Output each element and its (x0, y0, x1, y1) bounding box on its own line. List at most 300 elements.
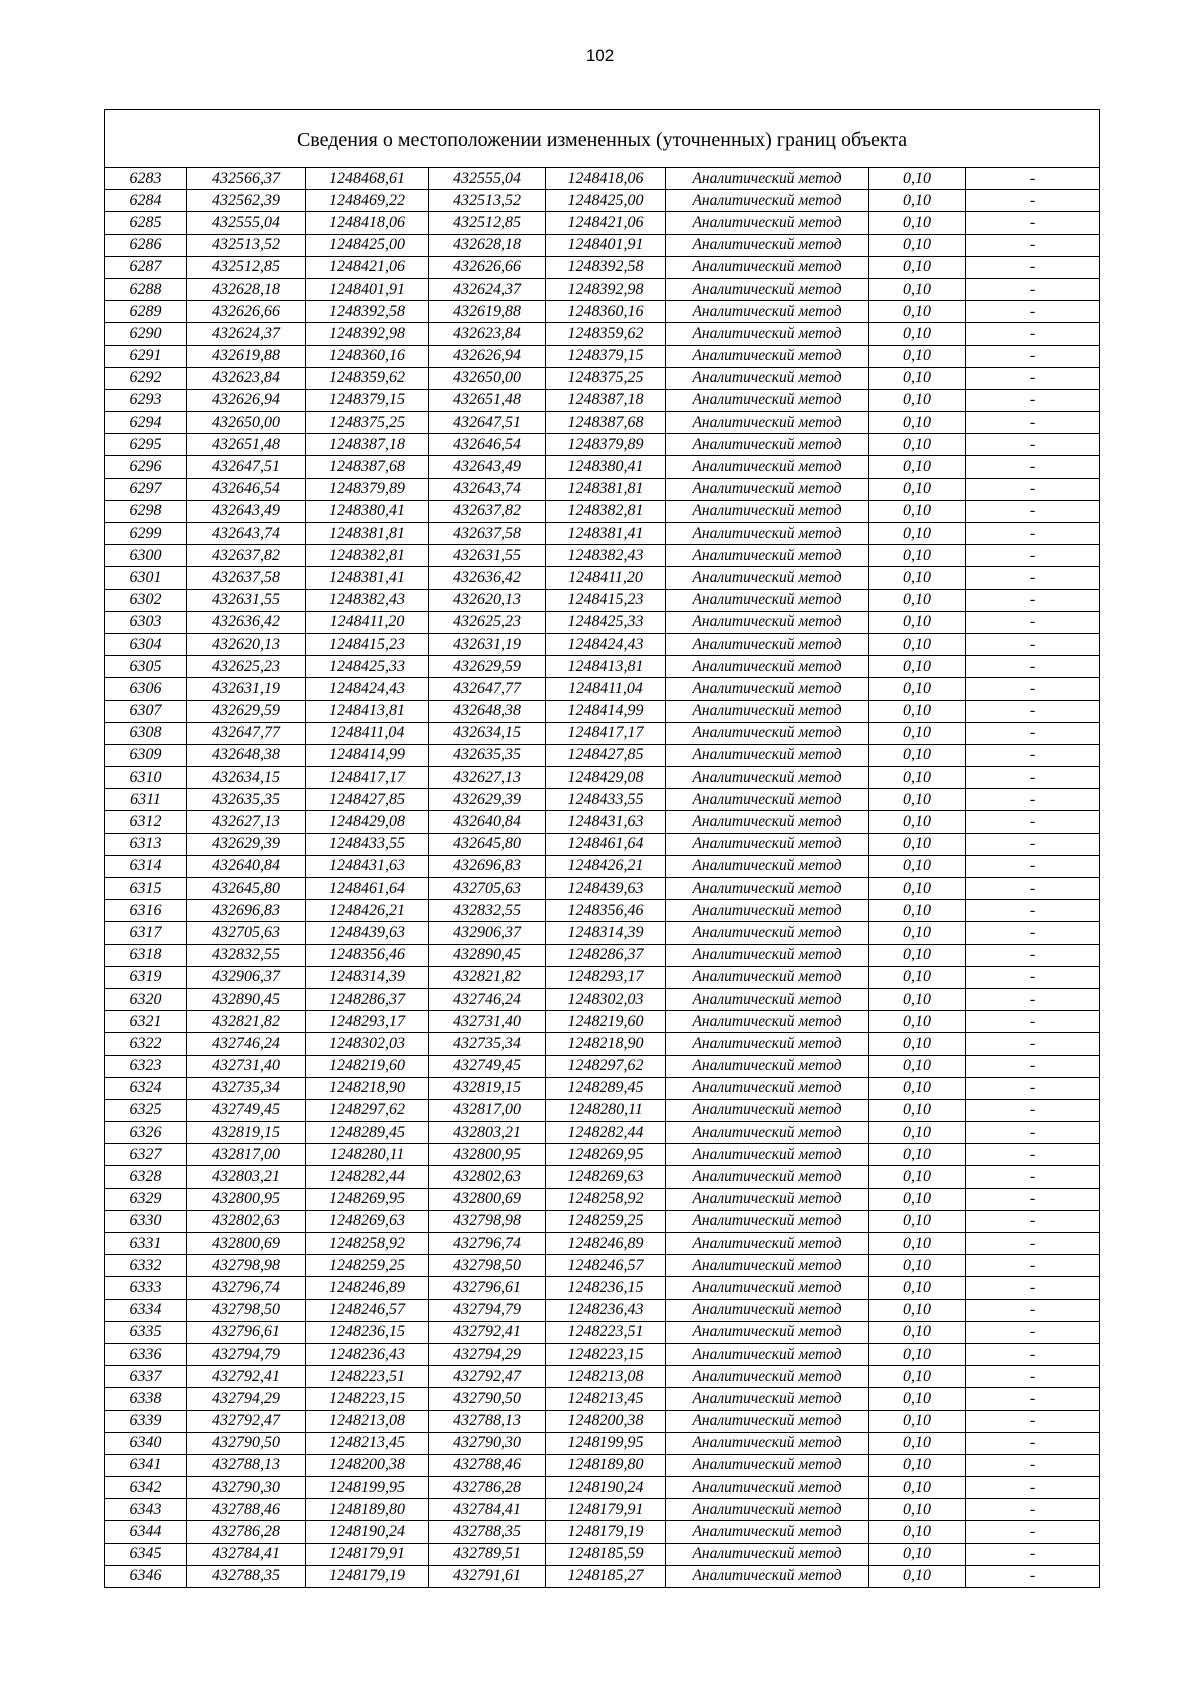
cell-y-old: 1248411,04 (306, 722, 429, 744)
cell-y-old: 1248259,25 (306, 1255, 429, 1277)
cell-description: - (966, 1410, 1100, 1432)
cell-method: Аналитический метод (666, 589, 869, 611)
cell-point-number: 6295 (105, 434, 187, 456)
cell-y-old: 1248433,55 (306, 833, 429, 855)
cell-y-old: 1248219,60 (306, 1055, 429, 1077)
cell-y-new: 1248461,64 (546, 833, 666, 855)
page-number: 102 (585, 46, 615, 65)
cell-y-new: 1248246,89 (546, 1233, 666, 1255)
cell-x-new: 432890,45 (429, 944, 546, 966)
cell-x-old: 432651,48 (187, 434, 306, 456)
cell-x-new: 432796,74 (429, 1233, 546, 1255)
cell-y-new: 1248213,08 (546, 1366, 666, 1388)
cell-y-old: 1248382,81 (306, 545, 429, 567)
cell-x-new: 432800,69 (429, 1188, 546, 1210)
cell-x-old: 432746,24 (187, 1033, 306, 1055)
cell-x-new: 432705,63 (429, 878, 546, 900)
table-row (105, 1122, 1100, 1144)
table-row (105, 1321, 1100, 1343)
cell-y-new: 1248360,16 (546, 301, 666, 323)
cell-method: Аналитический метод (666, 256, 869, 278)
cell-point-number: 6342 (105, 1477, 187, 1499)
cell-method: Аналитический метод (666, 1565, 869, 1587)
cell-point-number: 6314 (105, 855, 187, 877)
cell-description: - (966, 1099, 1100, 1121)
cell-method: Аналитический метод (666, 278, 869, 300)
cell-method: Аналитический метод (666, 855, 869, 877)
cell-accuracy: 0,10 (869, 389, 966, 411)
cell-y-new: 1248179,19 (546, 1521, 666, 1543)
cell-x-old: 432566,37 (187, 168, 306, 190)
cell-method: Аналитический метод (666, 988, 869, 1010)
table-row (105, 633, 1100, 655)
boundary-table (104, 109, 1100, 1588)
table-row (105, 1499, 1100, 1521)
cell-y-new: 1248427,85 (546, 744, 666, 766)
cell-description: - (966, 1255, 1100, 1277)
cell-x-new: 432817,00 (429, 1099, 546, 1121)
cell-accuracy: 0,10 (869, 1011, 966, 1033)
cell-method: Аналитический метод (666, 722, 869, 744)
cell-accuracy: 0,10 (869, 1565, 966, 1587)
cell-x-old: 432800,69 (187, 1233, 306, 1255)
cell-description: - (966, 1299, 1100, 1321)
cell-method: Аналитический метод (666, 900, 869, 922)
cell-method: Аналитический метод (666, 545, 869, 567)
cell-accuracy: 0,10 (869, 1432, 966, 1454)
table-row (105, 1188, 1100, 1210)
table-row (105, 478, 1100, 500)
cell-y-old: 1248246,89 (306, 1277, 429, 1299)
cell-y-new: 1248259,25 (546, 1210, 666, 1232)
table-row (105, 1210, 1100, 1232)
cell-accuracy: 0,10 (869, 1188, 966, 1210)
cell-accuracy: 0,10 (869, 367, 966, 389)
cell-method: Аналитический метод (666, 1521, 869, 1543)
cell-y-new: 1248431,63 (546, 811, 666, 833)
cell-description: - (966, 1454, 1100, 1476)
cell-accuracy: 0,10 (869, 1277, 966, 1299)
table-row (105, 1343, 1100, 1365)
cell-description: - (966, 1055, 1100, 1077)
cell-method: Аналитический метод (666, 811, 869, 833)
cell-y-old: 1248424,43 (306, 678, 429, 700)
cell-y-old: 1248387,68 (306, 456, 429, 478)
cell-point-number: 6303 (105, 611, 187, 633)
cell-y-new: 1248425,33 (546, 611, 666, 633)
cell-y-new: 1248269,95 (546, 1144, 666, 1166)
cell-y-old: 1248468,61 (306, 168, 429, 190)
cell-point-number: 6328 (105, 1166, 187, 1188)
cell-y-old: 1248421,06 (306, 256, 429, 278)
cell-y-new: 1248258,92 (546, 1188, 666, 1210)
cell-y-old: 1248411,20 (306, 611, 429, 633)
table-row (105, 500, 1100, 522)
cell-y-old: 1248380,41 (306, 500, 429, 522)
cell-y-new: 1248421,06 (546, 212, 666, 234)
cell-x-old: 432635,35 (187, 789, 306, 811)
cell-y-new: 1248190,24 (546, 1477, 666, 1499)
table-row (105, 389, 1100, 411)
table-row (105, 1388, 1100, 1410)
cell-accuracy: 0,10 (869, 944, 966, 966)
cell-y-old: 1248425,33 (306, 656, 429, 678)
cell-y-old: 1248286,37 (306, 988, 429, 1010)
cell-y-new: 1248379,89 (546, 434, 666, 456)
cell-x-new: 432796,61 (429, 1277, 546, 1299)
cell-y-new: 1248418,06 (546, 168, 666, 190)
table-row (105, 589, 1100, 611)
cell-x-old: 432626,94 (187, 389, 306, 411)
table-row (105, 722, 1100, 744)
cell-method: Аналитический метод (666, 1233, 869, 1255)
cell-description: - (966, 545, 1100, 567)
cell-y-old: 1248236,15 (306, 1321, 429, 1343)
cell-method: Аналитический метод (666, 833, 869, 855)
cell-y-new: 1248218,90 (546, 1033, 666, 1055)
cell-accuracy: 0,10 (869, 1366, 966, 1388)
cell-y-new: 1248289,45 (546, 1077, 666, 1099)
table-row (105, 345, 1100, 367)
cell-y-old: 1248431,63 (306, 855, 429, 877)
cell-point-number: 6301 (105, 567, 187, 589)
cell-point-number: 6305 (105, 656, 187, 678)
cell-y-new: 1248381,81 (546, 478, 666, 500)
cell-y-old: 1248379,89 (306, 478, 429, 500)
cell-y-new: 1248415,23 (546, 589, 666, 611)
cell-x-new: 432789,51 (429, 1543, 546, 1565)
cell-description: - (966, 1277, 1100, 1299)
cell-method: Аналитический метод (666, 700, 869, 722)
cell-point-number: 6291 (105, 345, 187, 367)
cell-y-old: 1248429,08 (306, 811, 429, 833)
cell-x-new: 432648,38 (429, 700, 546, 722)
cell-x-old: 432646,54 (187, 478, 306, 500)
cell-description: - (966, 900, 1100, 922)
cell-method: Аналитический метод (666, 1477, 869, 1499)
boundary-table-container (104, 109, 1099, 1588)
cell-accuracy: 0,10 (869, 878, 966, 900)
cell-y-new: 1248223,15 (546, 1343, 666, 1365)
cell-accuracy: 0,10 (869, 1410, 966, 1432)
cell-x-new: 432819,15 (429, 1077, 546, 1099)
cell-accuracy: 0,10 (869, 190, 966, 212)
cell-x-old: 432620,13 (187, 633, 306, 655)
cell-point-number: 6300 (105, 545, 187, 567)
table-row (105, 1299, 1100, 1321)
cell-x-new: 432623,84 (429, 323, 546, 345)
cell-accuracy: 0,10 (869, 1255, 966, 1277)
cell-y-new: 1248269,63 (546, 1166, 666, 1188)
cell-x-old: 432623,84 (187, 367, 306, 389)
cell-x-old: 432788,13 (187, 1454, 306, 1476)
cell-y-old: 1248375,25 (306, 412, 429, 434)
table-row (105, 434, 1100, 456)
table-row (105, 922, 1100, 944)
cell-x-old: 432817,00 (187, 1144, 306, 1166)
cell-x-new: 432832,55 (429, 900, 546, 922)
table-row (105, 988, 1100, 1010)
cell-accuracy: 0,10 (869, 168, 966, 190)
cell-y-old: 1248461,64 (306, 878, 429, 900)
cell-x-new: 432803,21 (429, 1122, 546, 1144)
cell-y-new: 1248356,46 (546, 900, 666, 922)
cell-method: Аналитический метод (666, 633, 869, 655)
cell-x-old: 432555,04 (187, 212, 306, 234)
cell-method: Аналитический метод (666, 1343, 869, 1365)
cell-method: Аналитический метод (666, 922, 869, 944)
cell-x-old: 432625,23 (187, 656, 306, 678)
table-row (105, 811, 1100, 833)
cell-accuracy: 0,10 (869, 1343, 966, 1365)
table-row (105, 545, 1100, 567)
table-row (105, 767, 1100, 789)
cell-y-old: 1248223,51 (306, 1366, 429, 1388)
cell-accuracy: 0,10 (869, 1321, 966, 1343)
cell-description: - (966, 767, 1100, 789)
cell-accuracy: 0,10 (869, 1055, 966, 1077)
cell-y-old: 1248413,81 (306, 700, 429, 722)
cell-x-new: 432513,52 (429, 190, 546, 212)
table-row (105, 567, 1100, 589)
cell-y-old: 1248427,85 (306, 789, 429, 811)
cell-y-old: 1248302,03 (306, 1033, 429, 1055)
cell-x-old: 432790,50 (187, 1432, 306, 1454)
cell-y-new: 1248382,81 (546, 500, 666, 522)
table-row (105, 678, 1100, 700)
cell-point-number: 6312 (105, 811, 187, 833)
cell-accuracy: 0,10 (869, 478, 966, 500)
cell-x-new: 432635,35 (429, 744, 546, 766)
cell-description: - (966, 323, 1100, 345)
cell-method: Аналитический метод (666, 966, 869, 988)
cell-x-new: 432798,50 (429, 1255, 546, 1277)
cell-y-new: 1248302,03 (546, 988, 666, 1010)
cell-x-new: 432788,46 (429, 1454, 546, 1476)
cell-description: - (966, 478, 1100, 500)
cell-method: Аналитический метод (666, 434, 869, 456)
table-row (105, 1521, 1100, 1543)
cell-point-number: 6317 (105, 922, 187, 944)
cell-x-new: 432696,83 (429, 855, 546, 877)
cell-y-old: 1248414,99 (306, 744, 429, 766)
cell-description: - (966, 168, 1100, 190)
cell-x-old: 432798,98 (187, 1255, 306, 1277)
cell-description: - (966, 500, 1100, 522)
cell-method: Аналитический метод (666, 1144, 869, 1166)
cell-x-new: 432798,98 (429, 1210, 546, 1232)
table-row (105, 1543, 1100, 1565)
table-row (105, 523, 1100, 545)
cell-x-old: 432731,40 (187, 1055, 306, 1077)
cell-x-old: 432619,88 (187, 345, 306, 367)
cell-description: - (966, 567, 1100, 589)
cell-method: Аналитический метод (666, 168, 869, 190)
cell-y-new: 1248293,17 (546, 966, 666, 988)
table-row (105, 367, 1100, 389)
cell-y-new: 1248417,17 (546, 722, 666, 744)
cell-y-old: 1248401,91 (306, 278, 429, 300)
cell-point-number: 6338 (105, 1388, 187, 1410)
cell-accuracy: 0,10 (869, 722, 966, 744)
cell-point-number: 6307 (105, 700, 187, 722)
cell-accuracy: 0,10 (869, 656, 966, 678)
cell-x-new: 432637,58 (429, 523, 546, 545)
table-row (105, 323, 1100, 345)
cell-y-old: 1248218,90 (306, 1077, 429, 1099)
cell-x-new: 432746,24 (429, 988, 546, 1010)
cell-accuracy: 0,10 (869, 811, 966, 833)
cell-method: Аналитический метод (666, 1321, 869, 1343)
cell-point-number: 6343 (105, 1499, 187, 1521)
cell-x-new: 432629,59 (429, 656, 546, 678)
cell-x-new: 432906,37 (429, 922, 546, 944)
cell-method: Аналитический метод (666, 234, 869, 256)
cell-accuracy: 0,10 (869, 589, 966, 611)
cell-x-old: 432512,85 (187, 256, 306, 278)
cell-y-old: 1248280,11 (306, 1144, 429, 1166)
cell-y-new: 1248280,11 (546, 1099, 666, 1121)
cell-y-old: 1248199,95 (306, 1477, 429, 1499)
table-row (105, 656, 1100, 678)
cell-method: Аналитический метод (666, 944, 869, 966)
cell-point-number: 6316 (105, 900, 187, 922)
cell-method: Аналитический метод (666, 1055, 869, 1077)
cell-point-number: 6298 (105, 500, 187, 522)
table-row (105, 1366, 1100, 1388)
cell-method: Аналитический метод (666, 1011, 869, 1033)
cell-description: - (966, 1521, 1100, 1543)
cell-description: - (966, 389, 1100, 411)
table-row (105, 212, 1100, 234)
cell-point-number: 6293 (105, 389, 187, 411)
cell-accuracy: 0,10 (869, 1454, 966, 1476)
cell-method: Аналитический метод (666, 656, 869, 678)
cell-description: - (966, 1033, 1100, 1055)
cell-x-new: 432646,54 (429, 434, 546, 456)
cell-point-number: 6308 (105, 722, 187, 744)
cell-description: - (966, 1321, 1100, 1343)
cell-y-old: 1248439,63 (306, 922, 429, 944)
cell-x-old: 432562,39 (187, 190, 306, 212)
table-row (105, 700, 1100, 722)
cell-y-new: 1248392,58 (546, 256, 666, 278)
cell-point-number: 6339 (105, 1410, 187, 1432)
cell-x-new: 432625,23 (429, 611, 546, 633)
cell-y-new: 1248282,44 (546, 1122, 666, 1144)
cell-y-old: 1248425,00 (306, 234, 429, 256)
cell-point-number: 6346 (105, 1565, 187, 1587)
cell-x-old: 432513,52 (187, 234, 306, 256)
table-row (105, 1011, 1100, 1033)
cell-accuracy: 0,10 (869, 323, 966, 345)
cell-accuracy: 0,10 (869, 633, 966, 655)
cell-point-number: 6327 (105, 1144, 187, 1166)
table-row (105, 1077, 1100, 1099)
cell-description: - (966, 678, 1100, 700)
cell-description: - (966, 922, 1100, 944)
cell-description: - (966, 1077, 1100, 1099)
cell-y-old: 1248469,22 (306, 190, 429, 212)
cell-point-number: 6340 (105, 1432, 187, 1454)
cell-point-number: 6304 (105, 633, 187, 655)
cell-y-old: 1248392,58 (306, 301, 429, 323)
cell-method: Аналитический метод (666, 767, 869, 789)
cell-description: - (966, 1011, 1100, 1033)
cell-x-old: 432627,13 (187, 811, 306, 833)
cell-x-old: 432803,21 (187, 1166, 306, 1188)
cell-y-old: 1248418,06 (306, 212, 429, 234)
cell-y-new: 1248314,39 (546, 922, 666, 944)
cell-accuracy: 0,10 (869, 1122, 966, 1144)
cell-x-old: 432650,00 (187, 412, 306, 434)
cell-description: - (966, 1233, 1100, 1255)
cell-method: Аналитический метод (666, 611, 869, 633)
table-row (105, 611, 1100, 633)
cell-accuracy: 0,10 (869, 234, 966, 256)
cell-y-new: 1248185,27 (546, 1565, 666, 1587)
cell-accuracy: 0,10 (869, 1521, 966, 1543)
cell-point-number: 6284 (105, 190, 187, 212)
cell-x-old: 432647,77 (187, 722, 306, 744)
cell-point-number: 6331 (105, 1233, 187, 1255)
cell-method: Аналитический метод (666, 1366, 869, 1388)
cell-point-number: 6287 (105, 256, 187, 278)
cell-method: Аналитический метод (666, 1077, 869, 1099)
cell-y-new: 1248297,62 (546, 1055, 666, 1077)
cell-x-old: 432819,15 (187, 1122, 306, 1144)
cell-y-old: 1248179,19 (306, 1565, 429, 1587)
cell-method: Аналитический метод (666, 1277, 869, 1299)
cell-accuracy: 0,10 (869, 988, 966, 1010)
cell-accuracy: 0,10 (869, 1388, 966, 1410)
cell-x-old: 432821,82 (187, 1011, 306, 1033)
cell-point-number: 6337 (105, 1366, 187, 1388)
cell-x-new: 432794,29 (429, 1343, 546, 1365)
cell-x-old: 432832,55 (187, 944, 306, 966)
cell-x-new: 432627,13 (429, 767, 546, 789)
cell-point-number: 6325 (105, 1099, 187, 1121)
cell-x-old: 432792,47 (187, 1410, 306, 1432)
cell-y-old: 1248236,43 (306, 1343, 429, 1365)
cell-point-number: 6329 (105, 1188, 187, 1210)
cell-y-old: 1248289,45 (306, 1122, 429, 1144)
table-body (105, 168, 1100, 1588)
table-row (105, 966, 1100, 988)
cell-accuracy: 0,10 (869, 966, 966, 988)
cell-description: - (966, 744, 1100, 766)
cell-accuracy: 0,10 (869, 1033, 966, 1055)
cell-method: Аналитический метод (666, 1255, 869, 1277)
cell-y-new: 1248392,98 (546, 278, 666, 300)
cell-description: - (966, 811, 1100, 833)
cell-point-number: 6330 (105, 1210, 187, 1232)
cell-method: Аналитический метод (666, 1122, 869, 1144)
cell-description: - (966, 633, 1100, 655)
cell-method: Аналитический метод (666, 678, 869, 700)
cell-accuracy: 0,10 (869, 1077, 966, 1099)
cell-method: Аналитический метод (666, 1210, 869, 1232)
cell-x-new: 432794,79 (429, 1299, 546, 1321)
cell-y-old: 1248269,95 (306, 1188, 429, 1210)
cell-y-new: 1248387,68 (546, 412, 666, 434)
cell-x-new: 432792,47 (429, 1366, 546, 1388)
cell-x-old: 432796,74 (187, 1277, 306, 1299)
cell-description: - (966, 789, 1100, 811)
cell-method: Аналитический метод (666, 523, 869, 545)
cell-x-old: 432696,83 (187, 900, 306, 922)
cell-y-new: 1248381,41 (546, 523, 666, 545)
